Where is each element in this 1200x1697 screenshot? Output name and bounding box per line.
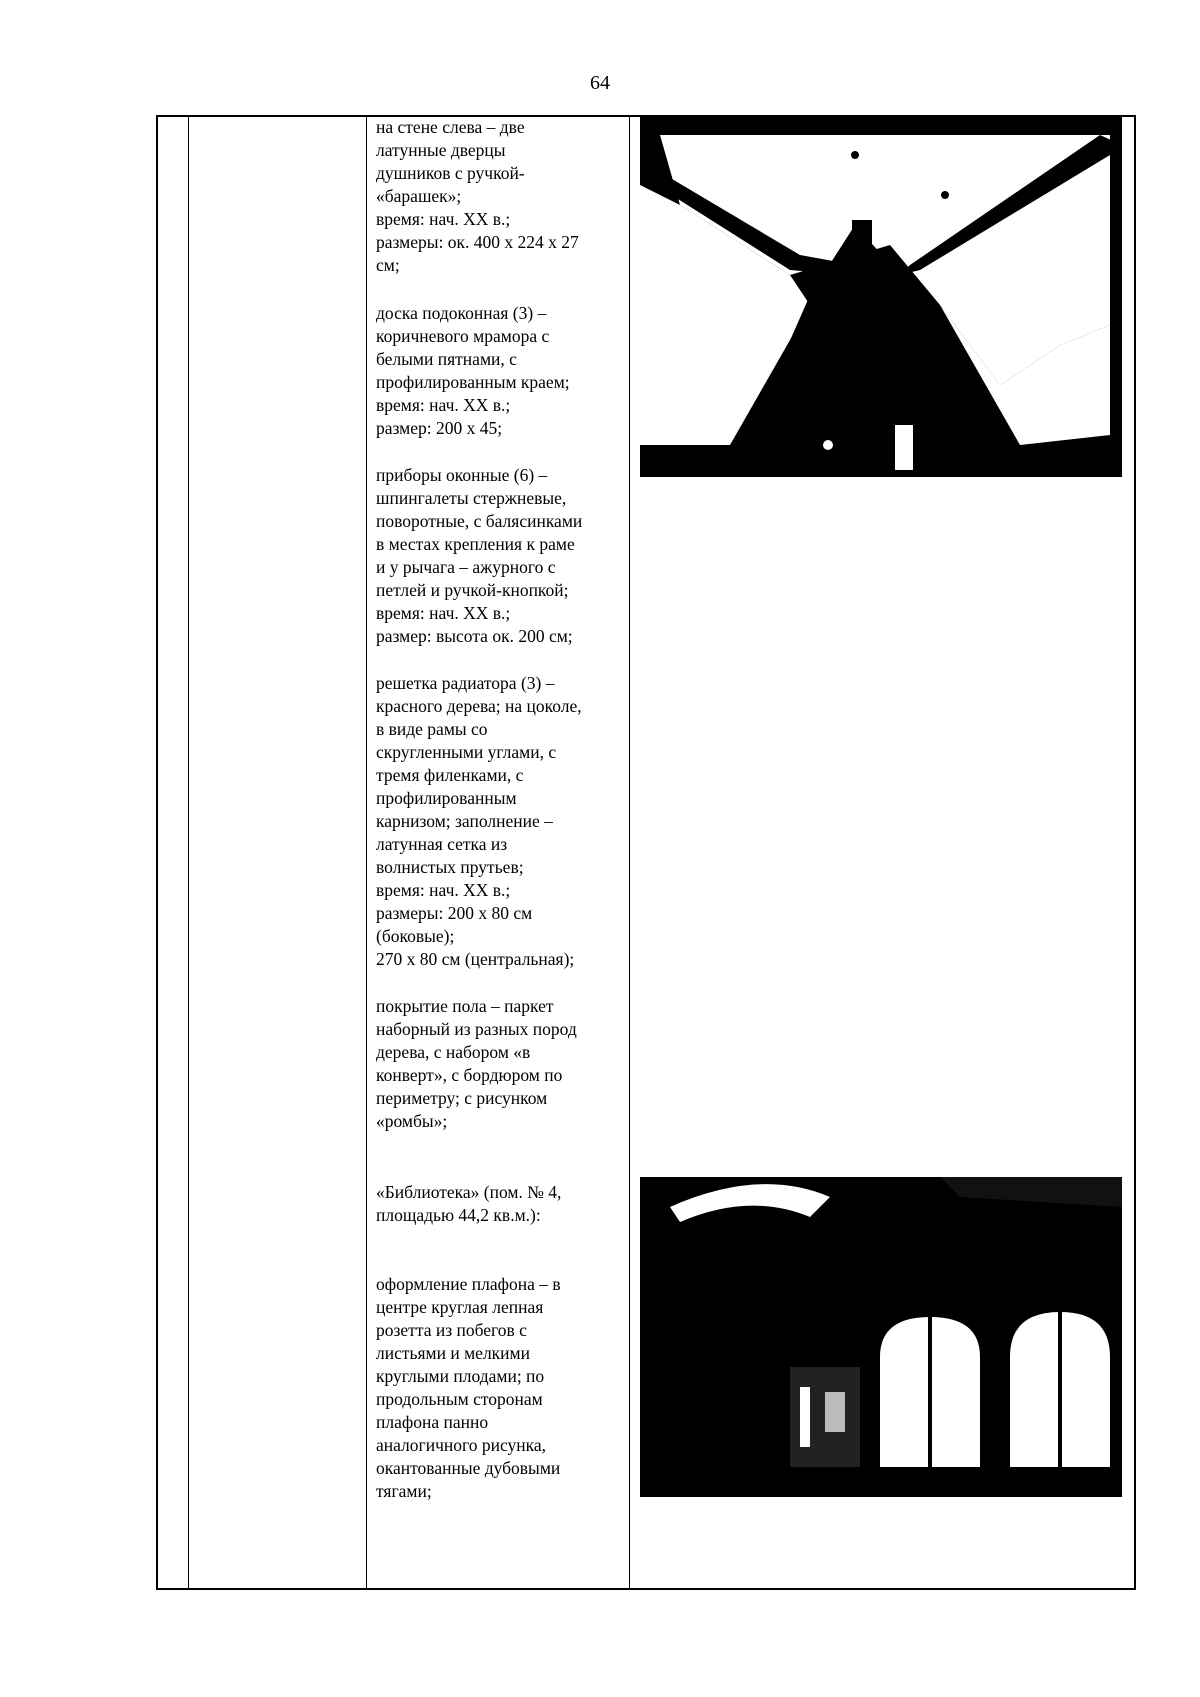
text-block-library-heading — [376, 1181, 626, 1227]
description-text: доска подоконная (3) – коричневого мрамора с белыми пятнами, с профилированным краем; время: нач. XX в.; размер: 200 х 45; — [376, 303, 570, 438]
text-block-window-fittings — [376, 464, 626, 648]
room-heading: «Библиотека» (пом. № 4, площадью 44,2 кв.м.): — [376, 1182, 562, 1225]
column-divider — [366, 117, 367, 1588]
library-room-photo — [640, 1177, 1122, 1497]
text-block-doors — [376, 116, 626, 277]
description-text: решетка радиатора (3) – красного дерева; на цоколе, в виде рамы со скругленными углами, с тремя филенками, с профилированным карнизом; заполнение – латунная сетка из волнистых прутьев; время: нач. XX в.; размеры: 200 х 80 см (боковые); 270 х 80 см (центральная); — [376, 673, 582, 969]
column-divider — [629, 117, 630, 1588]
text-block-ceiling — [376, 1273, 626, 1503]
text-block-floor — [376, 995, 626, 1133]
page-number: 64 — [590, 72, 610, 94]
interior-photo-ceiling — [640, 115, 1122, 477]
column-divider — [188, 117, 189, 1588]
description-text: на стене слева – две латунные дверцы душников с ручкой- «барашек»; время: нач. XX в.; размеры: ок. 400 х 224 х 27 см; — [376, 117, 579, 275]
description-text: покрытие пола – паркет наборный из разных пород дерева, с набором «в конверт», с бордюром по периметру; с рисунком «ромбы»; — [376, 996, 577, 1131]
text-block-windowsill — [376, 302, 626, 440]
text-block-radiator-grille — [376, 672, 626, 971]
description-text: приборы оконные (6) – шпингалеты стержневые, поворотные, с балясинками в местах крепления к раме и у рычага – ажурного с петлей и ручкой-кнопкой; время: нач. XX в.; размер: высота ок. 200 см; — [376, 465, 583, 646]
description-text: оформление плафона – в центре круглая лепная розетта из побегов с листьями и мелкими круглыми плодами; по продольным сторонам плафона панно аналогичного рисунка, окантованные дубовыми тягами; — [376, 1274, 561, 1501]
